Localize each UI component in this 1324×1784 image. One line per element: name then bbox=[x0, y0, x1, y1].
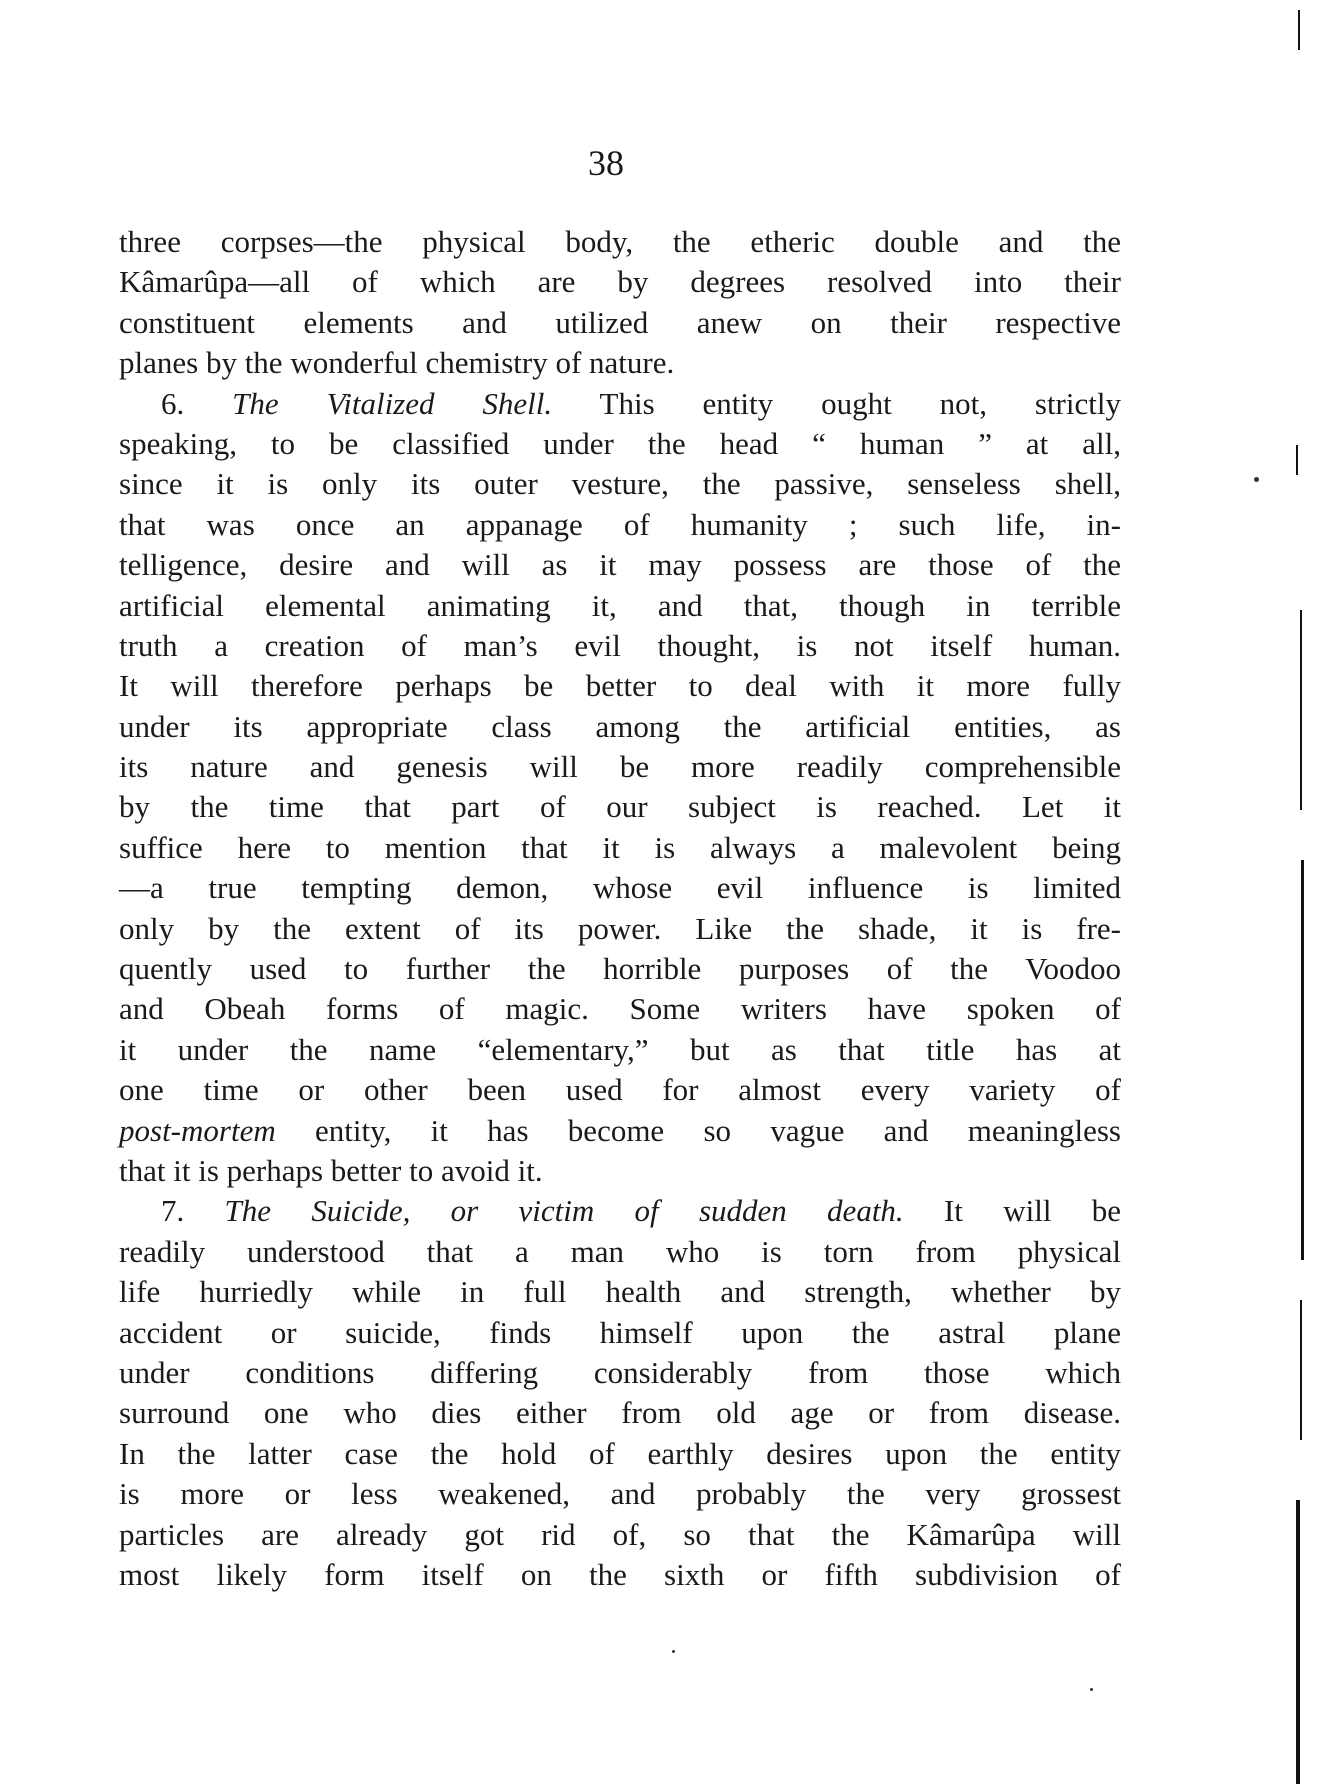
text-line-content bbox=[161, 1191, 1121, 1231]
text-line-content bbox=[119, 1232, 1121, 1272]
text-line bbox=[119, 707, 1121, 747]
italic-text: The Suicide, or victim of sudden death. bbox=[224, 1193, 904, 1229]
text-run: planes by the wonderful chemistry of nature. bbox=[119, 345, 675, 381]
text-line bbox=[119, 222, 1121, 262]
text-run: its nature and genesis will be more readily comprehensible bbox=[119, 749, 1121, 785]
text-line-content bbox=[119, 1555, 1121, 1595]
text-line-content bbox=[119, 707, 1121, 747]
text-line bbox=[119, 1111, 1121, 1151]
text-line bbox=[119, 989, 1121, 1029]
text-run: readily understood that a man who is torn from physical bbox=[119, 1233, 1121, 1269]
text-line-content bbox=[119, 666, 1121, 706]
text-line-content bbox=[119, 222, 1121, 262]
text-line-content bbox=[119, 1272, 1121, 1312]
text-run: entity, it has become so vague and meaningless bbox=[275, 1112, 1121, 1148]
text-line bbox=[119, 949, 1121, 989]
text-run: by the time that part of our subject is reached. Let it bbox=[119, 789, 1121, 825]
text-line bbox=[119, 303, 1121, 343]
text-run: It will therefore perhaps be better to deal with it more fully bbox=[119, 668, 1121, 704]
text-line bbox=[119, 666, 1121, 706]
text-run: is more or less weakened, and probably the very grossest bbox=[119, 1476, 1121, 1512]
text-run: truth a creation of man’s evil thought, is not itself human. bbox=[119, 627, 1121, 663]
page-body-text bbox=[119, 222, 1121, 1595]
scan-edge-line bbox=[1300, 610, 1302, 810]
text-line bbox=[119, 626, 1121, 666]
text-line bbox=[119, 262, 1121, 302]
text-line-content bbox=[119, 747, 1121, 787]
text-line bbox=[119, 1030, 1121, 1070]
text-line-content bbox=[119, 1474, 1121, 1514]
text-line-content bbox=[119, 586, 1121, 626]
text-line bbox=[119, 343, 1121, 383]
text-run: surround one who dies either from old age or from disease. bbox=[119, 1395, 1121, 1431]
text-line-content bbox=[119, 626, 1121, 666]
text-run: telligence, desire and will as it may possess are those of the bbox=[119, 547, 1121, 583]
text-line bbox=[119, 1272, 1121, 1312]
text-line bbox=[119, 1393, 1121, 1433]
text-line bbox=[119, 1434, 1121, 1474]
text-line bbox=[119, 464, 1121, 504]
text-line bbox=[119, 586, 1121, 626]
scan-speck bbox=[1254, 477, 1259, 482]
text-line bbox=[119, 424, 1121, 464]
text-run: one time or other been used for almost every variety of bbox=[119, 1072, 1121, 1108]
page-number: 38 bbox=[588, 143, 624, 183]
scan-edge-line bbox=[1298, 10, 1300, 50]
text-line bbox=[119, 1313, 1121, 1353]
text-run: This entity ought not, strictly bbox=[552, 385, 1121, 421]
text-line-content bbox=[119, 787, 1121, 827]
text-run: that was once an appanage of humanity ; such life, in- bbox=[119, 506, 1121, 542]
text-line bbox=[119, 505, 1121, 545]
text-line bbox=[119, 1353, 1121, 1393]
text-line-content bbox=[119, 949, 1121, 989]
text-line bbox=[119, 868, 1121, 908]
text-line-content bbox=[119, 1111, 1121, 1151]
text-run: it under the name “elementary,” but as that title has at bbox=[119, 1031, 1121, 1067]
text-run: most likely form itself on the sixth or fifth subdivision of bbox=[119, 1556, 1121, 1592]
text-line-content bbox=[119, 343, 1121, 383]
text-line bbox=[119, 1474, 1121, 1514]
text-run: Kâmarûpa—all of which are by degrees resolved into their bbox=[119, 264, 1121, 300]
text-run: constituent elements and utilized anew on their respective bbox=[119, 304, 1121, 340]
text-line-content bbox=[119, 1313, 1121, 1353]
text-line bbox=[119, 747, 1121, 787]
text-line bbox=[119, 1070, 1121, 1110]
scan-edge-line bbox=[1301, 860, 1304, 1260]
text-line bbox=[119, 909, 1121, 949]
scan-speck bbox=[672, 1650, 675, 1653]
text-line-content bbox=[119, 1353, 1121, 1393]
text-line-content bbox=[119, 464, 1121, 504]
text-line bbox=[119, 384, 1121, 424]
text-run: only by the extent of its power. Like the shade, it is fre- bbox=[119, 910, 1121, 946]
text-line bbox=[119, 1151, 1121, 1191]
text-line-content bbox=[119, 424, 1121, 464]
text-run: artificial elemental animating it, and that, though in terrible bbox=[119, 587, 1121, 623]
text-line-content bbox=[119, 828, 1121, 868]
text-line-content bbox=[119, 1070, 1121, 1110]
text-run: In the latter case the hold of earthly desires upon the entity bbox=[119, 1435, 1121, 1471]
text-run: 7. bbox=[161, 1193, 225, 1229]
text-line-content bbox=[119, 1515, 1121, 1555]
text-line-content bbox=[119, 989, 1121, 1029]
text-line-content bbox=[119, 1393, 1121, 1433]
text-line-content bbox=[119, 1030, 1121, 1070]
text-run: speaking, to be classified under the head “ human ” at all, bbox=[119, 425, 1121, 461]
text-line-content bbox=[119, 262, 1121, 302]
text-run: 6. bbox=[161, 385, 233, 421]
text-run: under its appropriate class among the artificial entities, as bbox=[119, 708, 1121, 744]
text-line-content bbox=[161, 384, 1121, 424]
italic-text: post-mortem bbox=[119, 1112, 276, 1148]
text-run: life hurriedly while in full health and strength, whether by bbox=[119, 1274, 1121, 1310]
text-line-content bbox=[119, 303, 1121, 343]
italic-text: The Vitalized Shell. bbox=[232, 385, 553, 421]
text-run: particles are already got rid of, so that the Kâmarûpa will bbox=[119, 1516, 1121, 1552]
text-line bbox=[119, 1555, 1121, 1595]
text-run: quently used to further the horrible purposes of the Voodoo bbox=[119, 951, 1121, 987]
text-line-content bbox=[119, 1151, 1121, 1191]
scan-edge-line bbox=[1300, 1300, 1302, 1440]
text-line bbox=[119, 828, 1121, 868]
text-line-content bbox=[119, 505, 1121, 545]
text-run: and Obeah forms of magic. Some writers have spoken of bbox=[119, 991, 1121, 1027]
text-line bbox=[119, 1191, 1121, 1231]
text-line bbox=[119, 1515, 1121, 1555]
text-line-content bbox=[119, 545, 1121, 585]
text-run: It will be bbox=[903, 1193, 1121, 1229]
text-line-content bbox=[119, 909, 1121, 949]
scan-edge-line bbox=[1296, 445, 1298, 475]
text-line bbox=[119, 545, 1121, 585]
text-line bbox=[119, 787, 1121, 827]
text-run: suffice here to mention that it is always a malevolent being bbox=[119, 829, 1121, 865]
text-run: —a true tempting demon, whose evil influence is limited bbox=[119, 870, 1121, 906]
scan-speck bbox=[1090, 1688, 1093, 1691]
text-run: since it is only its outer vesture, the passive, senseless shell, bbox=[119, 466, 1121, 502]
text-run: three corpses—the physical body, the etheric double and the bbox=[119, 224, 1121, 259]
text-line bbox=[119, 1232, 1121, 1272]
scan-edge-line bbox=[1296, 1500, 1300, 1784]
text-line-content bbox=[119, 868, 1121, 908]
text-run: accident or suicide, finds himself upon the astral plane bbox=[119, 1314, 1121, 1350]
text-line-content bbox=[119, 1434, 1121, 1474]
text-run: that it is perhaps better to avoid it. bbox=[119, 1152, 543, 1188]
text-run: under conditions differing considerably from those which bbox=[119, 1354, 1121, 1390]
